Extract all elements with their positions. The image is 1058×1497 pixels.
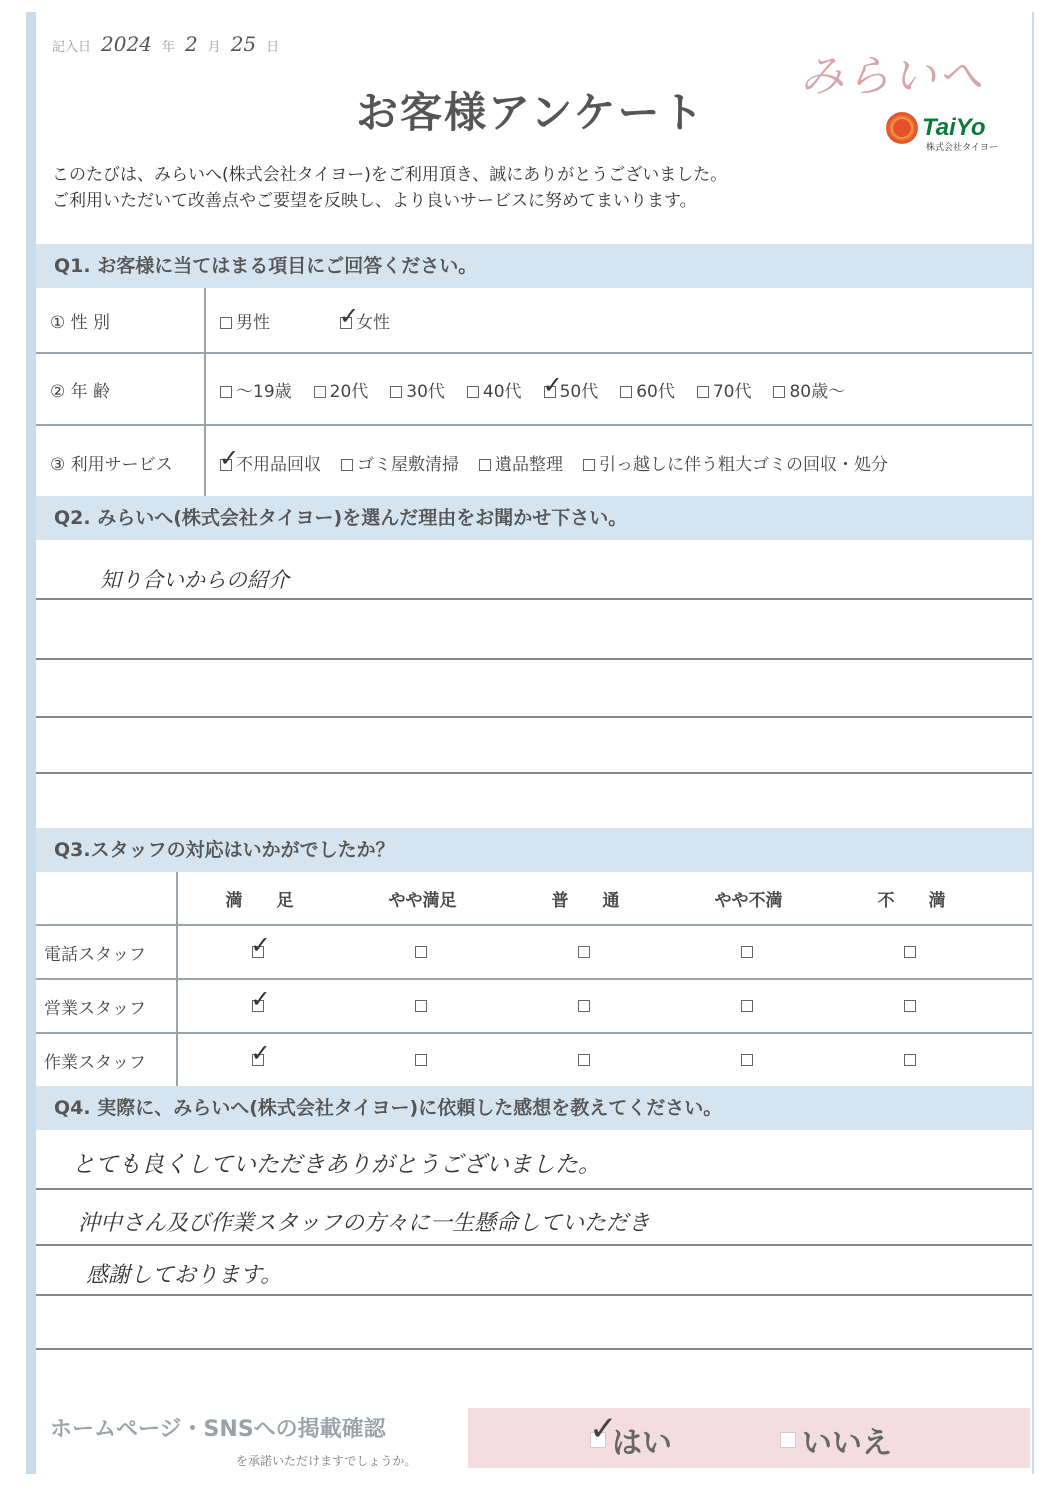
q1-title: Q1. お客様に当てはまる項目にご回答ください。: [36, 244, 1032, 288]
age-option[interactable]: 30代: [390, 377, 445, 402]
age-option[interactable]: 70代: [697, 377, 752, 402]
answer-line: [36, 1348, 1032, 1350]
checkbox-checked-icon[interactable]: [544, 386, 556, 398]
service-label: ③ 利用サービス: [36, 426, 206, 498]
col-header: 普 通: [551, 890, 620, 911]
service-option[interactable]: ゴミ屋敷清掃: [341, 450, 459, 475]
date-line: [52, 32, 279, 56]
gender-female-option[interactable]: ✓ 女性: [340, 308, 390, 333]
col-header: やや満足: [388, 890, 457, 911]
checkbox-checked-icon[interactable]: [252, 1000, 264, 1012]
logo-subtext: 株式会社タイヨー: [926, 143, 998, 153]
checkbox-icon[interactable]: [741, 1054, 753, 1066]
year-label: 年: [161, 40, 175, 55]
day-label: 日: [266, 40, 280, 55]
intro-line-1: このたびは、みらいへ(株式会社タイヨー)をご利用頂き、誠にありがとうございました。: [52, 165, 728, 185]
consent-label: ホームページ・SNSへの掲載確認: [50, 1417, 386, 1442]
q4-answer-line-3: 感謝しております。: [86, 1263, 283, 1288]
checkbox-checked-icon[interactable]: [340, 317, 352, 329]
checkbox-icon[interactable]: [467, 386, 479, 398]
checkbox-icon[interactable]: [415, 946, 427, 958]
answer-line: [36, 1294, 1032, 1296]
q3-table: [36, 872, 1032, 1086]
table-row: [36, 1032, 1032, 1086]
checkbox-icon[interactable]: [578, 946, 590, 958]
col-header: やや不満: [714, 890, 783, 911]
checkbox-icon[interactable]: [341, 459, 353, 471]
age-option[interactable]: 40代: [467, 377, 522, 402]
q4-answer-line-2: 沖中さん及び作業スタッフの方々に一生懸命していただき: [78, 1211, 651, 1236]
answer-line: [36, 772, 1032, 774]
q4-title: Q4. 実際に、みらいへ(株式会社タイヨー)に依頼した感想を教えてください。: [36, 1086, 1032, 1130]
row-label: 作業スタッフ: [36, 1034, 178, 1086]
q3-title: Q3.スタッフの対応はいかがでしたか？: [36, 828, 1032, 872]
table-row: [36, 924, 1032, 978]
checkbox-checked-icon[interactable]: [252, 1054, 264, 1066]
row-label: 営業スタッフ: [36, 980, 178, 1032]
checkbox-icon[interactable]: [780, 1432, 796, 1448]
checkbox-icon[interactable]: [620, 386, 632, 398]
taiyo-logo: [886, 112, 998, 153]
checkbox-icon[interactable]: [773, 386, 785, 398]
age-option[interactable]: ✓ 50代: [544, 377, 599, 402]
q3-corner: [36, 872, 178, 924]
sun-icon: [886, 112, 918, 144]
checkbox-checked-icon[interactable]: [252, 946, 264, 958]
date-month: 2: [184, 32, 198, 56]
checkbox-icon[interactable]: [583, 459, 595, 471]
answer-line: [36, 1244, 1032, 1246]
intro-line-2: ご利用いただいて改善点やご要望を反映し、より良いサービスに努めてまいります。: [52, 191, 697, 211]
checkbox-checked-icon[interactable]: [590, 1432, 606, 1448]
consent-no-option[interactable]: いいえ: [780, 1418, 892, 1462]
answer-line: [36, 598, 1032, 600]
brand-script-logo: みらいへ: [800, 51, 984, 102]
col-header: 満 足: [225, 890, 294, 911]
checkbox-icon[interactable]: [578, 1000, 590, 1012]
age-option[interactable]: ～19歳: [220, 377, 292, 402]
q2-handwritten-answer: 知り合いからの紹介: [100, 568, 289, 592]
age-option[interactable]: 60代: [620, 377, 675, 402]
age-option[interactable]: 80歳～: [773, 377, 845, 402]
q1-gender-row: [36, 288, 1032, 354]
service-option[interactable]: 遺品整理: [479, 450, 563, 475]
checkbox-checked-icon[interactable]: [220, 459, 232, 471]
month-label: 月: [207, 40, 221, 55]
checkbox-icon[interactable]: [904, 1000, 916, 1012]
gender-label: ① 性 別: [36, 288, 206, 352]
answer-line: [36, 658, 1032, 660]
row-label: 電話スタッフ: [36, 926, 178, 978]
q1-table: [36, 288, 1032, 498]
gender-male-option[interactable]: 男性: [220, 308, 270, 333]
q3-header-row: [36, 872, 1032, 924]
q2-title: Q2. みらいへ(株式会社タイヨー)を選んだ理由をお聞かせ下さい。: [36, 496, 1032, 540]
service-option[interactable]: 引っ越しに伴う粗大ゴミの回収・処分: [583, 450, 888, 475]
service-option[interactable]: ✓ 不用品回収: [220, 450, 321, 475]
checkbox-icon[interactable]: [697, 386, 709, 398]
consent-subtext: を承諾いただけますでしょうか。: [236, 1454, 417, 1468]
checkbox-icon[interactable]: [904, 1054, 916, 1066]
publish-consent: [36, 1408, 1032, 1468]
answer-line: [36, 716, 1032, 718]
checkbox-icon[interactable]: [390, 386, 402, 398]
age-label: ② 年 齢: [36, 354, 206, 424]
q1-age-row: [36, 354, 1032, 426]
consent-yes-option[interactable]: ✓ はい: [590, 1418, 672, 1462]
q4-answer-line-1: とても良くしていただきありがとうございました。: [72, 1152, 601, 1178]
intro-text: [52, 162, 727, 214]
checkbox-icon[interactable]: [741, 946, 753, 958]
col-header: 不 満: [877, 890, 946, 911]
checkbox-icon[interactable]: [415, 1000, 427, 1012]
checkbox-icon[interactable]: [479, 459, 491, 471]
checkbox-icon[interactable]: [314, 386, 326, 398]
checkbox-icon[interactable]: [741, 1000, 753, 1012]
page-title: お客様アンケート: [356, 88, 706, 137]
answer-line: [36, 1188, 1032, 1190]
checkbox-icon[interactable]: [220, 317, 232, 329]
q1-service-row: [36, 426, 1032, 498]
consent-options: [468, 1408, 1030, 1468]
logo-word: TaiYo: [922, 114, 986, 141]
checkbox-icon[interactable]: [220, 386, 232, 398]
date-year: 2024: [101, 32, 152, 56]
date-label: 記入日: [52, 40, 92, 55]
date-day: 25: [230, 32, 257, 56]
table-row: [36, 978, 1032, 1032]
checkbox-icon[interactable]: [578, 1054, 590, 1066]
checkbox-icon[interactable]: [904, 946, 916, 958]
checkbox-icon[interactable]: [415, 1054, 427, 1066]
age-option[interactable]: 20代: [314, 377, 369, 402]
